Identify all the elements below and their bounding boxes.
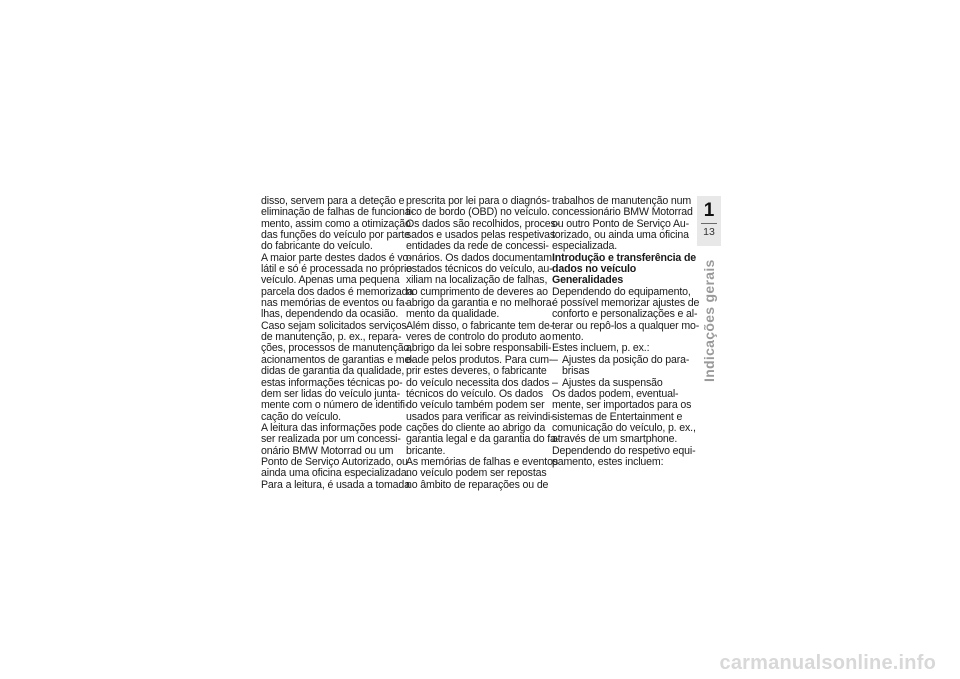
- paragraph: disso, servem para a deteção e eliminação de falhas de funciona- mento, assim como a otimização das funções do veículo por parte do fabricante do veículo. A maior parte destes dados é vo- látil e só é processada no próprio veículo. Apenas uma pequena parcela dos dados é memorizada nas memórias de eventos ou fa- lhas, dependendo da ocasião. Caso sejam solicitados serviços de manutenção, p. ex., repara- ções, processos de manutenção, acionamentos de garantias e me- didas de garantia da qualidade, estas informações técnicas po- dem ser lidas do veículo junta- mente com o número de identifi- cação do veículo. A leitura das informações pode ser realizada por um concessi- onário BMW Motorrad ou um Ponto de Serviço Autorizado, ou ainda uma oficina especializada. Para a leitura, é usada a tomada: [261, 195, 414, 491]
- paragraph: Dependendo do equipamento, é possível memorizar ajustes de conforto e personalizações e al- terar ou repô-los a qualquer mo- mento. Estes incluem, p. ex.:: [552, 285, 700, 355]
- section-title: Indicações gerais: [701, 259, 717, 382]
- list-item: – Ajustes da posição do para- brisas: [552, 355, 692, 378]
- chapter-number: 1: [703, 200, 715, 221]
- list-item: – Ajustes da suspensão: [552, 378, 692, 389]
- section-heading: Introdução e transferência de dados no veículo: [552, 251, 697, 276]
- subsection-heading: Generalidades: [552, 274, 624, 287]
- text-column-3: [552, 195, 700, 468]
- chapter-tab: [697, 196, 721, 246]
- paragraph: prescrita por lei para o diagnós- tico de bordo (OBD) no veículo. Os dados são recolhidos, proces- sados e usados pelas respetivas entidades da rede de concessi- onários. Os dados documentam estados técnicos do veículo, au- xiliam na localização de falhas, no cumprimento de deveres ao abrigo da garantia e no melhora- mento da qualidade. Além disso, o fabricante tem de- veres de controlo do produto ao abrigo da lei sobre responsabili- dade pelos produtos. Para cum- prir estes deveres, o fabricante do veículo necessita dos dados técnicos do veículo. Os dados do veículo também podem ser usados para verificar as reivindi- cações do cliente ao abrigo da garantia legal e da garantia do fa- bricante. As memórias de falhas e eventos no veículo podem ser repostas no âmbito de reparações ou de: [406, 195, 560, 491]
- watermark: carmanualsonline.info: [719, 652, 936, 674]
- paragraph: trabalhos de manutenção num concessionário BMW Motorrad ou outro Ponto de Serviço Au- torizado, ou ainda uma oficina especializada.: [552, 195, 693, 253]
- divider: [701, 223, 717, 224]
- chapter-tab-box: [697, 196, 721, 246]
- text-column-1: [261, 195, 414, 491]
- paragraph: Os dados podem, eventual- mente, ser importados para os sistemas de Entertainment e comunicação do veículo, p. ex., através de um smartphone. Dependendo do respetivo equi- pamento, estes incluem:: [552, 387, 696, 468]
- text-column-2: [406, 195, 560, 491]
- page-number: 13: [703, 226, 715, 238]
